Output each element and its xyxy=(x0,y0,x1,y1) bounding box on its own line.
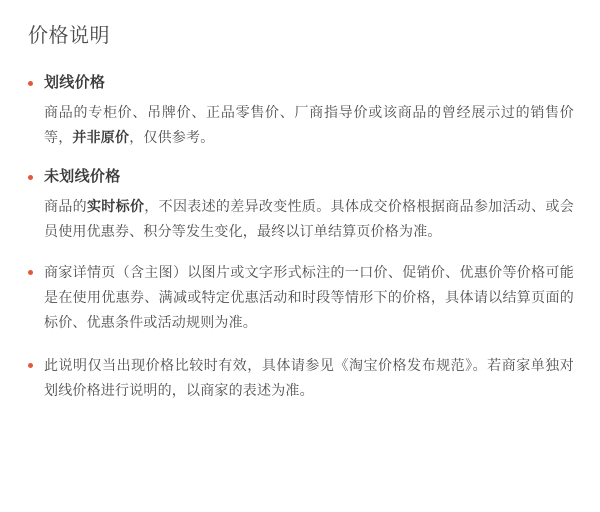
bullet-icon xyxy=(28,363,33,368)
bullet-icon xyxy=(28,81,33,86)
bullet-icon xyxy=(28,270,33,275)
section-body: 商家详情页（含主图）以图片或文字形式标注的一口价、促销价、优惠价等价格可能是在使用优惠券、满减或特定优惠活动和时段等情形下的价格，具体请以结算页面的标价、优惠条件或活动规则为准。 xyxy=(44,264,574,330)
section-strikethrough-price xyxy=(26,72,574,150)
section-body xyxy=(44,100,574,150)
body-emphasis: 实时标价 xyxy=(86,198,145,214)
section-merchant-detail-page xyxy=(26,260,574,335)
section-heading: 未划线价格 xyxy=(44,168,121,185)
section-non-strikethrough-price xyxy=(26,166,574,244)
body-text: ，仅供参考。 xyxy=(129,129,215,145)
body-text: 商品的专柜价、吊牌价、正品零售价、厂商指导价或该商品的曾经展示过的销售价等， xyxy=(44,104,574,145)
page-title: 价格说明 xyxy=(28,25,110,47)
body-text: ，不因表述的差异改变性质。具体成交价格根据商品参加活动、或会员使用优惠券、积分等发生变化，最终以订单结算页价格为准。 xyxy=(44,198,574,239)
section-heading: 划线价格 xyxy=(44,74,106,91)
section-body xyxy=(44,194,574,244)
section-body: 此说明仅当出现价格比较时有效，具体请参见《淘宝价格发布规范》。若商家单独对划线价格进行说明的，以商家的表述为准。 xyxy=(44,357,574,398)
body-emphasis: 并非原价 xyxy=(72,129,130,145)
body-text: 商品的 xyxy=(44,198,87,214)
section-scope-note xyxy=(26,353,574,403)
bullet-icon xyxy=(28,175,33,180)
